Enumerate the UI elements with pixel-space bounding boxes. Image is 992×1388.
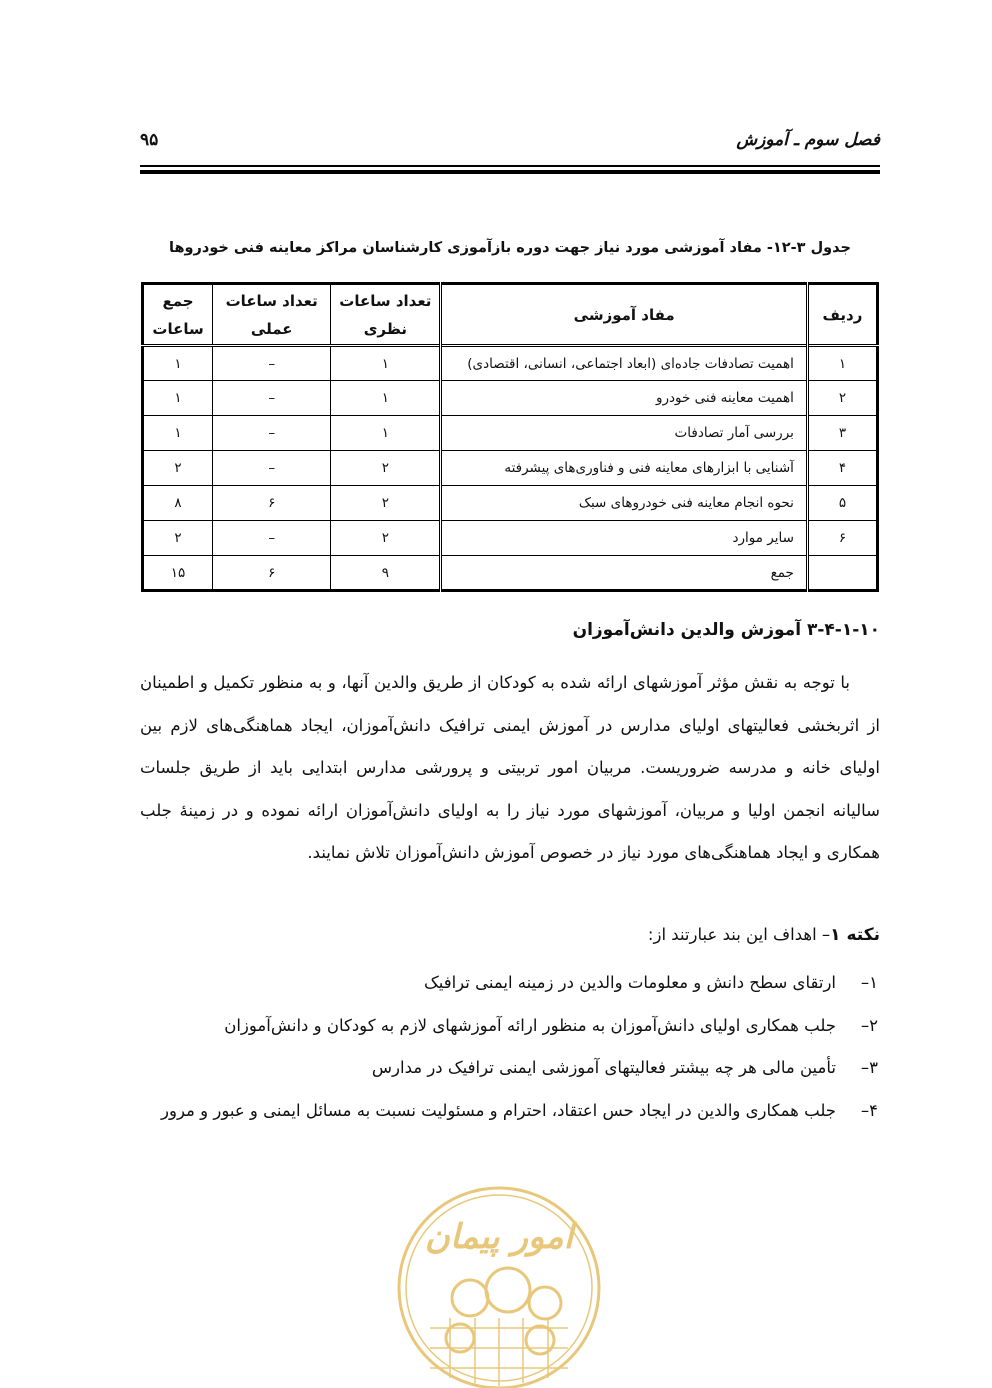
cell-total: ۸: [143, 486, 213, 521]
list-item-text: ارتقای سطح دانش و معلومات والدین در زمینه ایمنی ترافیک: [423, 973, 836, 992]
table-row: [143, 381, 878, 416]
cell-total: ۱: [143, 416, 213, 451]
cell-row-number: ۶: [807, 521, 877, 556]
note: [648, 925, 880, 945]
goals-list: [140, 962, 880, 1132]
header-rule-thin: [140, 165, 880, 167]
training-content-table: [141, 282, 879, 592]
cell-topic: نحوه انجام معاینه فنی خودروهای سبک: [441, 486, 807, 521]
cell-theory: ۲: [331, 521, 441, 556]
cell-sum-practical: ۶: [213, 556, 331, 591]
cell-total: ۲: [143, 521, 213, 556]
cell-practical: –: [213, 451, 331, 486]
watermark-logo-icon: [390, 1178, 608, 1388]
header-rule-thick: [140, 170, 880, 174]
chapter-title: فصل سوم ـ آموزش: [736, 130, 880, 150]
header-theory-hours: [331, 284, 441, 346]
page-number: ۹۵: [140, 130, 159, 150]
header-practical-hours: [213, 284, 331, 346]
section-heading: ۳-۴-۱-۱۰ آموزش والدین دانش‌آموزان: [572, 620, 880, 640]
cell-total: ۲: [143, 451, 213, 486]
list-item: [140, 1005, 880, 1048]
cell-topic: بررسی آمار تصادفات: [441, 416, 807, 451]
cell-theory: ۱: [331, 416, 441, 451]
list-item-number: ۲–: [860, 1015, 878, 1035]
list-item-text: جلب همکاری اولیای دانش‌آموزان به منظور ارائه آموزشهای لازم به کودکان و دانش‌آموزان: [224, 1015, 836, 1035]
watermark-text: امور پیمان: [424, 1217, 574, 1257]
cell-theory: ۲: [331, 486, 441, 521]
cell-topic: سایر موارد: [441, 521, 807, 556]
list-item: [140, 1090, 880, 1133]
cell-row-number: ۵: [807, 486, 877, 521]
cell-practical: –: [213, 381, 331, 416]
header-total-hours: [143, 284, 213, 346]
cell-row-number: ۱: [807, 346, 877, 381]
cell-theory: ۱: [331, 346, 441, 381]
table-sum-row: [143, 556, 878, 591]
header-topic: مفاد آموزشی: [441, 284, 807, 346]
list-item: [140, 1047, 880, 1090]
header-total-line1: جمع: [162, 291, 194, 310]
header-total-line2: ساعات: [152, 319, 204, 338]
note-text: – اهداف این بند عبارتند از:: [647, 925, 831, 944]
header-row-number: ردیف: [807, 284, 877, 346]
running-header: [140, 128, 880, 158]
table-row: [143, 451, 878, 486]
body-paragraph: با توجه به نقش مؤثر آموزشهای ارائه شده به کودکان از طریق والدین آنها، و به منظور تکمیل و اطمینان از اثربخشی فعالیتهای اولیای مدارس در آموزش ایمنی ترافیک دانش‌آموزان، ایجاد هماهنگی‌های لازم بین اولیای خانه و مدرسه ضروریست. مربیان امور تربیتی و پرورشی مدارس ابتدایی باید از طریق جلسات سالیانه انجمن اولیا و مربیان، آموزشهای مورد نیاز را به اولیای دانش‌آموزان ارائه نموده و در زمینهٔ جلب همکاری و ایجاد هماهنگی‌های مورد نیاز در خصوص آموزش دانش‌آموزان تلاش نمایند.: [140, 673, 880, 862]
header-practical-line2: عملی: [250, 319, 293, 338]
header-theory-line1: تعداد ساعات: [339, 291, 432, 310]
cell-practical: –: [213, 521, 331, 556]
list-item-number: ۱–: [860, 973, 878, 992]
list-item: [140, 962, 880, 1005]
cell-row-number: [807, 556, 877, 591]
cell-sum-theory: ۹: [331, 556, 441, 591]
cell-row-number: ۴: [807, 451, 877, 486]
cell-sum-total: ۱۵: [143, 556, 213, 591]
cell-topic: اهمیت تصادفات جاده‌ای (ابعاد اجتماعی، انسانی، اقتصادی): [441, 346, 807, 381]
table-caption: جدول ۳-۱۲- مفاد آموزشی مورد نیاز جهت دوره بازآموزی کارشناسان مراکز معاینه فنی خودروها: [169, 240, 851, 256]
cell-topic: اهمیت معاینه فنی خودرو: [441, 381, 807, 416]
table-row: [143, 486, 878, 521]
cell-theory: ۲: [331, 451, 441, 486]
note-label: نکته ۱: [830, 925, 880, 945]
cell-practical: ۶: [213, 486, 331, 521]
list-item-number: ۴–: [860, 1100, 878, 1120]
list-item-text: جلب همکاری والدین در ایجاد حس اعتقاد، احترام و مسئولیت نسبت به مسائل ایمنی و عبور و مرور: [161, 1100, 836, 1120]
cell-total: ۱: [143, 346, 213, 381]
list-item-text: تأمین مالی هر چه بیشتر فعالیتهای آموزشی ایمنی ترافیک در مدارس: [371, 1058, 836, 1077]
cell-row-number: ۳: [807, 416, 877, 451]
list-item-number: ۳–: [860, 1058, 878, 1077]
table-header-row: [143, 284, 878, 346]
cell-topic: آشنایی با ابزارهای معاینه فنی و فناوری‌های پیشرفته: [441, 451, 807, 486]
cell-sum-label: جمع: [441, 556, 807, 591]
header-theory-line2: نظری: [363, 319, 408, 338]
cell-practical: –: [213, 346, 331, 381]
table-row: [143, 521, 878, 556]
table-row: [143, 346, 878, 381]
cell-theory: ۱: [331, 381, 441, 416]
header-practical-line1: تعداد ساعات: [225, 291, 318, 310]
cell-practical: –: [213, 416, 331, 451]
cell-total: ۱: [143, 381, 213, 416]
cell-row-number: ۲: [807, 381, 877, 416]
table-row: [143, 416, 878, 451]
